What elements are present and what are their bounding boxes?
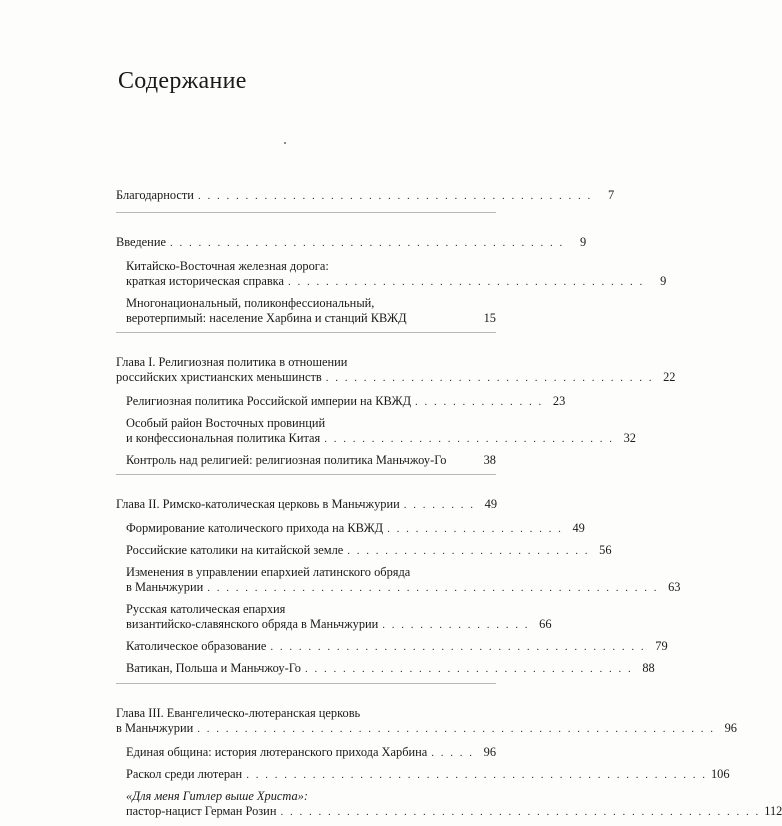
toc-entry-chapter-2[interactable] [116,497,496,513]
toc-entry-introduction[interactable] [116,235,587,251]
toc-page-number: 15 [483,311,496,325]
leader-dots: . . . . . . . . . . . . . . . . . . . . . . . . . . [347,545,590,557]
table-of-contents [116,188,782,826]
toc-entry-title-line1: Глава I. Религиозная политика в отношении [116,355,348,369]
toc-page-number: 88 [642,661,655,675]
toc-entry-title-line2: византийско-славянского обряда в Маньчжурии [126,617,379,631]
toc-subentry[interactable] [116,565,681,596]
toc-entry-title: Контроль над религией: религиозная политика Маньчжоу-Го [126,453,447,467]
toc-subentry[interactable] [116,639,668,655]
toc-page-number: 7 [607,188,615,202]
toc-entry-title-line1: «Для меня Гитлер выше Христа»: [126,789,309,803]
toc-page-number: 38 [483,453,496,467]
leader-dots: . . . . . . . . . . . . . . . . . . . . . . . . . . . . . . . . . . . [304,663,633,675]
toc-page-number: 63 [668,580,681,594]
toc-subentry[interactable] [116,259,667,290]
toc-subentry[interactable] [116,416,636,447]
toc-entry-title-line1: Китайско-Восточная железная дорога: [126,259,329,273]
toc-entry-title: Введение [116,235,166,249]
leader-dots: . . . . . . . . . . . . . . . . [382,619,530,631]
toc-page-number: 56 [599,543,612,557]
toc-entry-title: Единая община: история лютеранского прихода Харбина [126,745,428,759]
toc-entry-title-line1: Глава III. Евангелическо-лютеранская церковь [116,706,361,720]
toc-entry-chapter-3[interactable] [116,706,737,737]
toc-page-number: 79 [655,639,668,653]
leader-dots: . . . . . . . . . . . . . . . . . . . . . . . . . . . . . . . . . . . . . . [288,276,645,288]
section-divider [116,474,496,497]
leader-dots: . . . . . [431,747,475,759]
section-divider [116,683,496,706]
toc-entry-title: Глава II. Римско-католическая церковь в Маньчжурии [116,497,400,511]
toc-page-number: 9 [660,274,667,288]
toc-page-number: 22 [663,370,676,384]
toc-entry-title-line2: российских христианских меньшинств [116,370,322,384]
toc-entry-title: Католическое образование [126,639,267,653]
toc-subentry[interactable] [116,521,585,537]
leader-dots: . . . . . . . . [403,499,476,511]
toc-entry-acknowledgements[interactable] [116,188,615,204]
leader-dots: . . . . . . . . . . . . . . . . . . . . . . . . . . . . . . . . . . . . . . . . . . [197,190,593,202]
leader-dots: . . . . . . . . . . . . . . . . . . . . . . . . . . . . . . . . . . . . . . . . . . [169,237,565,249]
toc-entry-title: Раскол среди лютеран [126,767,243,781]
toc-entry-title-line1: Многонациональный, поликонфессиональный, [126,296,375,310]
toc-entry-title-line1: Русская католическая епархия [126,602,286,616]
toc-subentry[interactable] [116,745,496,761]
toc-entry-title-line2: веротерпимый: население Харбина и станций КВЖД [126,311,407,325]
print-speck [284,142,286,144]
toc-subentry[interactable] [116,661,655,677]
section-divider [116,212,496,235]
leader-dots: . . . . . . . . . . . . . . . . . . . . . . . . . . . . . . . . . . . . . . . . . . . . . . . . [207,582,659,594]
toc-page-number: 96 [724,721,737,735]
toc-entry-title-line1: Изменения в управлении епархией латинского обряда [126,565,411,579]
toc-page-number: 32 [623,431,636,445]
toc-entry-title-line1: Особый район Восточных провинций [126,416,326,430]
toc-entry-title-line2: пастор-нацист Герман Розин [126,804,277,818]
leader-dots: . . . . . . . . . . . . . . . . . . . . . . . . . . . . . . . . . . . . . . . . . . . . . . . . . . . [280,806,761,818]
section-divider [116,332,496,355]
toc-page-number: 23 [552,394,566,408]
toc-subentry[interactable] [116,789,782,820]
toc-entry-title: Благодарности [116,188,194,202]
toc-page-number: 49 [572,521,585,535]
toc-page-number: 96 [483,745,497,759]
toc-page-number: 106 [710,767,730,781]
toc-entry-title-line2: в Маньчжурии [116,721,194,735]
leader-dots: . . . . . . . . . . . . . . . . . . . . . . . . . . . . . . . . . . . . . . . . [270,641,646,653]
leader-dots: . . . . . . . . . . . . . . . . . . . . . . . . . . . . . . . . . . . . . . . . . . . . . . . . . [246,769,707,781]
toc-entry-title: Российские католики на китайской земле [126,543,344,557]
leader-dots: . . . . . . . . . . . . . . . . . . . . . . . . . . . . . . . . . . . . . . . . . . . . . . . . . . . . . . . [197,723,715,735]
toc-page-number: 49 [484,497,498,511]
toc-entry-title: Ватикан, Польша и Маньчжоу-Го [126,661,301,675]
leader-dots: . . . . . . . . . . . . . . . . . . . . . . . . . . . . . . . . . . . [325,372,654,384]
leader-dots: . . . . . . . . . . . . . . . . . . . . . . . . . . . . . . . [324,433,614,445]
toc-subentry[interactable] [116,543,612,559]
leader-dots: . . . . . . . . . . . . . . [415,396,544,408]
toc-entry-title: Формирование католического прихода на КВЖД [126,521,384,535]
toc-entry-chapter-1[interactable] [116,355,676,386]
toc-subentry[interactable] [116,394,566,410]
toc-entry-title: Религиозная политика Российской империи на КВЖД [126,394,412,408]
leader-dots: . . . . . . . . . . . . . . . . . . . [387,523,563,535]
toc-subentry[interactable] [116,296,496,326]
page-title: Содержание [118,68,247,94]
toc-entry-title-line2: и конфессиональная политика Китая [126,431,321,445]
toc-entry-title-line2: краткая историческая справка [126,274,285,288]
toc-page-number: 112 [764,804,782,818]
toc-page-number: 9 [580,235,587,249]
toc-subentry[interactable] [116,602,552,633]
toc-subentry[interactable] [116,767,730,783]
toc-subentry[interactable] [116,453,496,468]
toc-entry-title-line2: в Маньчжурии [126,580,204,594]
toc-page-number: 66 [539,617,552,631]
